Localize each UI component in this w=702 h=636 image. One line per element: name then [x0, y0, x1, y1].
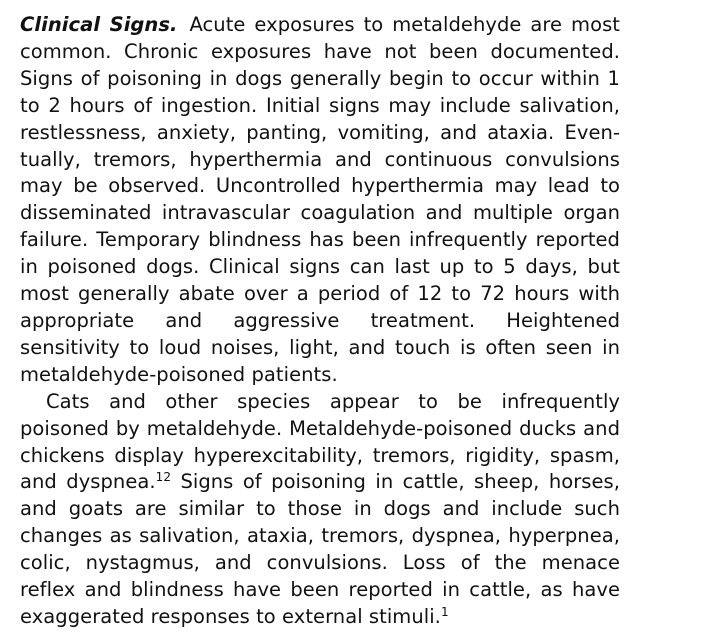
- paragraph-clinical-signs: [20, 12, 620, 389]
- section-heading: Clinical Signs.: [20, 13, 178, 36]
- paragraph-other-species: [20, 389, 620, 631]
- reference-superscript-1: 1: [440, 604, 449, 619]
- paragraph-2-text-b: Signs of poisoning in cattle, sheep, horses, and goats are similar to those in dogs and include such changes as salivation, ataxia, tremors, dyspnea, hyperpnea, colic, nystagmus, and convulsions. Loss of the menace reflex and blindness have been reported in cattle, as have exaggerated responses to external stimuli.: [20, 470, 621, 628]
- paragraph-2-text-a: Cats and other species appear to be infrequently poisoned by metaldehyde. Metaldehyde-poisoned ducks and chickens display hyperexcitability, tremors, rigidity, spasm, and dyspnea.: [20, 389, 620, 494]
- document-page: [20, 12, 620, 631]
- paragraph-1-text: Acute exposures to metaldehyde are most common. Chronic exposures have not been documented. Signs of poisoning in dogs generally begin to occur within 1 to 2 hours of ingestion. Initial signs may include salivation, restlessness, anxiety, panting, vomiting, and ataxia. Eventually, tremors, hyperthermia and continuous convulsions may be observed. Uncontrolled hyperthermia may lead to disseminated intravascular coagulation and multiple organ failure. Temporary blindness has been infrequently reported in poisoned dogs. Clinical signs can last up to 5 days, but most generally abate over a period of 12 to 72 hours with appropriate and aggressive treatment. Heightened sensitivity to loud noises, light, and touch is often seen in metaldehyde-poisoned patients.: [20, 13, 620, 386]
- reference-superscript-12: 12: [155, 470, 172, 485]
